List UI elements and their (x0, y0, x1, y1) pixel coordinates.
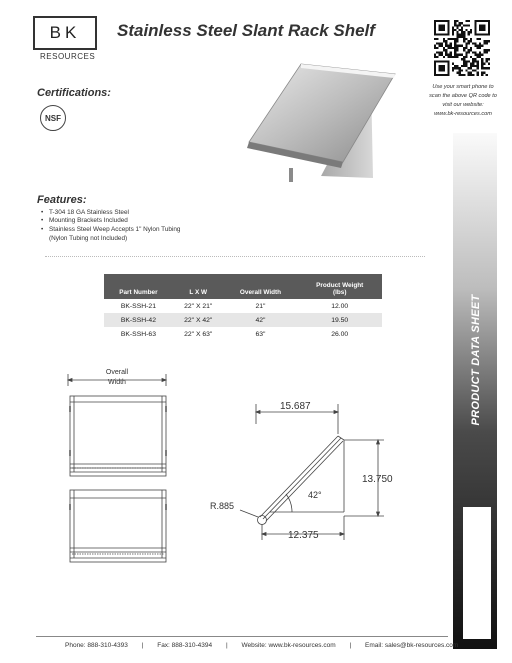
table-cell: 63" (255, 330, 266, 338)
side-view-drawing (200, 400, 420, 550)
table-cell: 26.00 (331, 330, 349, 338)
sidebar-notes-box (463, 507, 491, 639)
table-cell: 12.00 (331, 302, 349, 310)
table-cell: BK-SSH-21 (120, 302, 156, 310)
feature-item: • Mounting Brackets Included (41, 217, 128, 225)
dim-angle-label: 42° (308, 490, 322, 500)
footer-phone: Phone: 888-310-4393 (65, 642, 128, 649)
brand-logo (33, 16, 97, 50)
footer-divider (36, 636, 448, 637)
divider (45, 256, 425, 257)
footer-email[interactable]: Email: sales@bk-resources.com (364, 642, 459, 649)
qr-caption (428, 83, 498, 119)
certifications-heading: Certifications: (37, 87, 111, 99)
dim-bottom-label: 12.375 (288, 530, 319, 541)
table-cell: 19.50 (297, 313, 382, 327)
col-header-width: Overall Width (224, 274, 298, 299)
table-cell: BK-SSH-63 (120, 330, 156, 338)
logo-subtext: RESOURCES (40, 52, 96, 61)
feature-item: • Stainless Steel Weep Accepts 1" Nylon Tubing (41, 225, 181, 233)
footer-contact (38, 642, 459, 649)
footer-separator: | (349, 642, 352, 649)
table-cell: 42" (224, 313, 298, 327)
footer-separator: | (141, 642, 144, 649)
table-cell: 22" X 63" (184, 330, 213, 338)
feature-text: Stainless Steel Weep Accepts 1" Nylon Tubing (49, 225, 181, 233)
overall-label-line: Width (108, 379, 126, 386)
col-header-part: Part Number (104, 274, 173, 299)
qr-caption-line: scan the above QR code to (429, 93, 497, 99)
footer-separator: | (225, 642, 228, 649)
qr-caption-line: Use your smart phone to (432, 84, 494, 90)
feature-text: Mounting Brackets Included (49, 217, 128, 225)
page-title: Stainless Steel Slant Rack Shelf (117, 21, 375, 40)
footer-fax: Fax: 888-310-4394 (157, 642, 213, 649)
table-cell: 22" X 42" (173, 313, 224, 327)
table-header-row (104, 274, 382, 299)
table-cell: BK-SSH-42 (104, 313, 173, 327)
front-view-drawing (62, 372, 176, 480)
dim-top-label: 15.687 (280, 401, 311, 412)
col-header-weight: Product Weight (lbs) (297, 274, 382, 299)
product-photo (243, 60, 403, 192)
qr-caption-line: visit our website: (442, 102, 484, 108)
feature-note: (Nylon Tubing not Included) (49, 235, 128, 242)
table-cell: 22" X 21" (184, 302, 213, 310)
dim-height-label: 13.750 (362, 474, 393, 485)
dim-radius-label: R.885 (210, 501, 235, 511)
col-header-lxw: L X W (173, 274, 224, 299)
qr-code-icon[interactable] (434, 20, 490, 76)
footer-website[interactable]: Website: www.bk-resources.com (241, 642, 336, 649)
top-view-drawing (62, 486, 176, 566)
logo-text: BK (49, 23, 81, 42)
nsf-badge-text: NSF (45, 113, 61, 123)
table-row (104, 299, 382, 313)
features-list (40, 209, 240, 234)
feature-text: T-304 18 GA Stainless Steel (49, 209, 129, 216)
table-cell: 21" (255, 302, 266, 310)
feature-item: • T-304 18 GA Stainless Steel (41, 209, 129, 216)
features-heading: Features: (37, 194, 87, 206)
qr-caption-url: www.bk-resources.com (434, 111, 492, 117)
nsf-badge-icon (40, 105, 66, 131)
spec-table (104, 274, 382, 341)
overall-label-line: Overall (105, 369, 129, 376)
table-row (104, 313, 382, 327)
table-row (104, 327, 382, 341)
sidebar-label: PRODUCT DATA SHEET (470, 294, 482, 426)
